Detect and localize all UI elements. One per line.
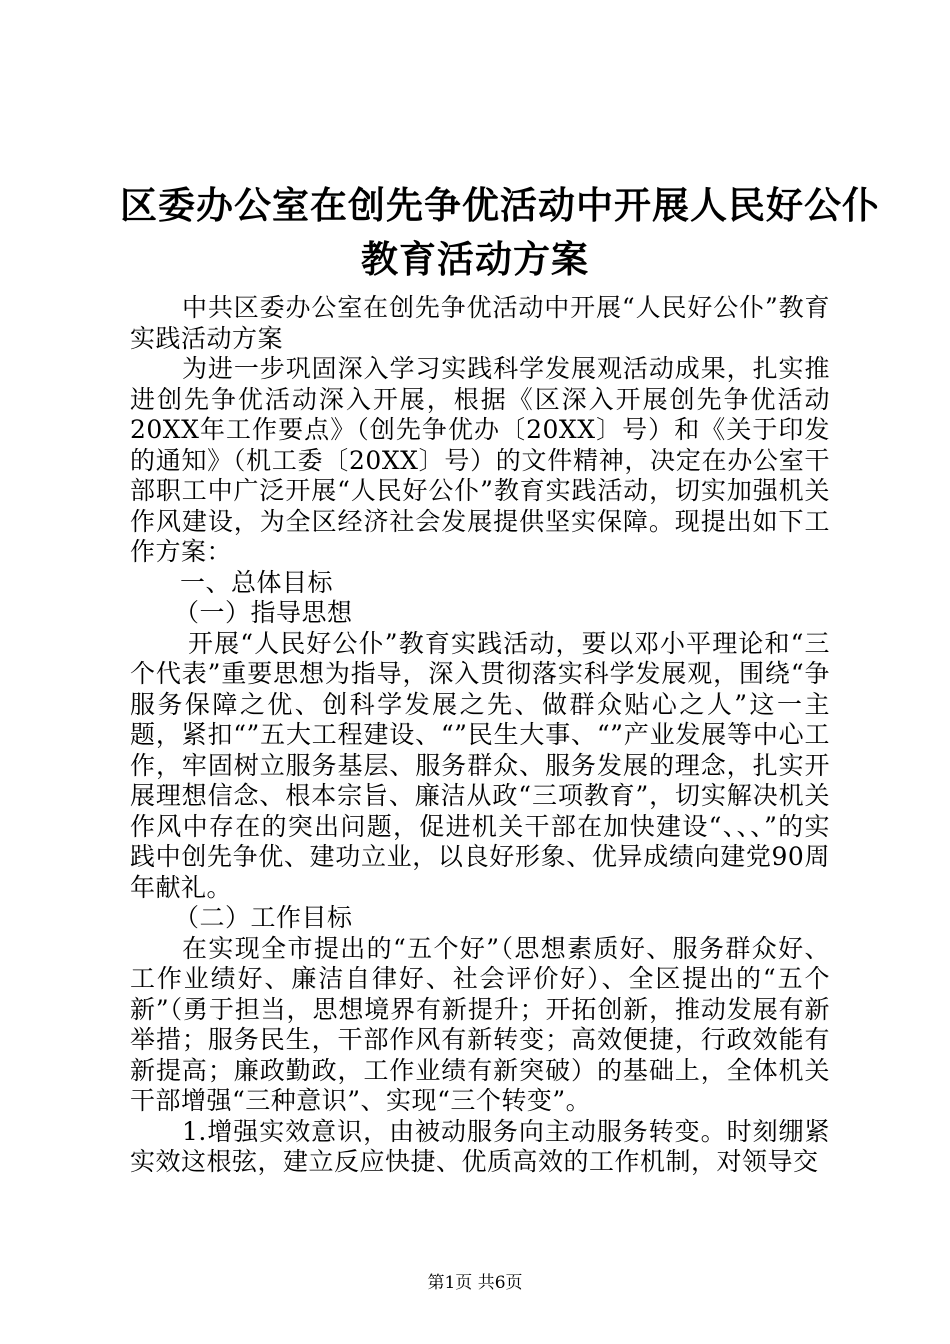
document-title-line-2: 教育活动方案 bbox=[361, 238, 589, 281]
document-body bbox=[130, 293, 830, 1178]
subsection-heading-guiding-thought: （一）指导思想 bbox=[174, 598, 353, 627]
page-number-footer: 第1页 共6页 bbox=[427, 1273, 523, 1293]
subtitle-paragraph: 中共区委办公室在创先争优活动中开展“人民好公仆”教育实践活动方案 bbox=[130, 293, 830, 353]
section-heading-overall-goal: 一、总体目标 bbox=[180, 567, 334, 597]
document-title-line-1: 区委办公室在创先争优活动中开展人民好公仆 bbox=[120, 184, 880, 227]
intro-paragraph: 为进一步巩固深入学习实践科学发展观活动成果，扎实推进创先争优活动深入开展，根据《区深入开展创先争优活动20XX年工作要点》（创先争优办〔20XX〕号）和《关于印发的通知》（机工委〔20XX〕号）的文件精神，决定在办公室干部职工中广泛开展“人民好公仆”教育实践活动，切实加强机关作风建设，为全区经济社会发展提供坚实保障。现提出如下工作方案： bbox=[130, 354, 830, 566]
work-goal-paragraph: 在实现全市提出的“五个好”（思想素质好、服务群众好、工作业绩好、廉洁自律好、社会评价好）、全区提出的“五个新”（勇于担当，思想境界有新提升；开拓创新，推动发展有新举措；服务民生，干部作风有新转变；高效便捷，行政效能有新提高；廉政勤政，工作业绩有新突破）的基础上，全体机关干部增强“三种意识”、实现“三个转变”。 bbox=[130, 933, 830, 1115]
item-1-paragraph: 1.增强实效意识，由被动服务向主动服务转变。时刻绷紧实效这根弦，建立反应快捷、优质高效的工作机制，对领导交 bbox=[130, 1116, 830, 1176]
subsection-heading-work-goal: （二）工作目标 bbox=[174, 903, 353, 932]
guiding-thought-paragraph: 开展“人民好公仆”教育实践活动，要以邓小平理论和“三个代表”重要思想为指导，深入贯彻落实科学发展观，围绕“争服务保障之优、创科学发展之先、做群众贴心之人”这一主题，紧扣“”五大工程建设、“”民生大事、“”产业发展等中心工作，牢固树立服务基层、服务群众、服务发展的理念，扎实开展理想信念、根本宗旨、廉洁从政“三项教育”，切实解决机关作风中存在的突出问题，促进机关干部在加快建设“、、、”的实践中创先争优、建功立业，以良好形象、优异成绩向建党90周年献礼。 bbox=[130, 628, 830, 902]
